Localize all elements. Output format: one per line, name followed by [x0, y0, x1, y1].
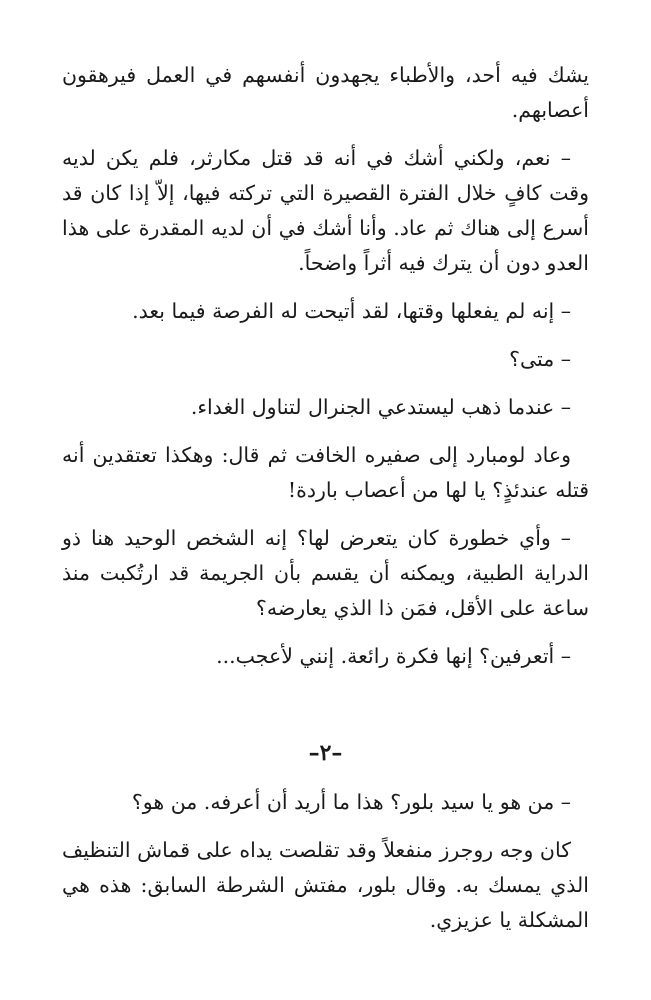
paragraph-dialog-later: – إنه لم يفعلها وقتها، لقد أتيحت له الفرصة فيما بعد. [132, 299, 571, 323]
chapter-heading: –٢– [308, 740, 343, 766]
paragraph-continuation: يشك فيه أحد، والأطباء يجهدون أنفسهم في العمل فيرهقون أعصابهم. [62, 63, 589, 122]
paragraph-dialog-risk: – وأي خطورة كان يتعرض لها؟ إنه الشخص الوحيد هنا ذو الدراية الطبية، ويمكنه أن يقسم بأن الجريمة قد ارتُكبت منذ ساعة على الأقل، فمَن ذا الذي يعارضه؟ [62, 526, 589, 620]
book-page [62, 58, 589, 951]
paragraph-dialog-doubt: – نعم، ولكني أشك في أنه قد قتل مكارثر، فلم يكن لديه وقت كافٍ خلال الفترة القصيرة التي تركته فيها، إلاّ إذا كان قد أسرع إلى هناك ثم عاد. وأنا أشك في أن لديه المقدرة على هذا العدو دون أن يترك فيه أثراً واضحاً. [62, 146, 589, 275]
paragraph-rogers: كان وجه روجرز منفعلاً وقد تقلصت يداه على قماش التنظيف الذي يمسك به. وقال بلور، مفتش الشرطة السابق: هذه هي المشكلة يا عزيزي. [62, 838, 589, 932]
paragraph-dialog-who: – من هو يا سيد بلور؟ هذا ما أريد أن أعرفه. من هو؟ [131, 790, 571, 814]
paragraph-dialog-lunch: – عندما ذهب ليستدعي الجنرال لتناول الغداء. [190, 395, 571, 419]
paragraph-lombard-whistle: وعاد لومبارد إلى صفيره الخافت ثم قال: وهكذا تعتقدين أنه قتله عندئذٍ؟ يا لها من أعصاب باردة! [62, 443, 589, 502]
paragraph-dialog-when: – متى؟ [509, 347, 571, 371]
paragraph-dialog-idea: – أتعرفين؟ إنها فكرة رائعة. إنني لأعجب... [216, 644, 571, 668]
